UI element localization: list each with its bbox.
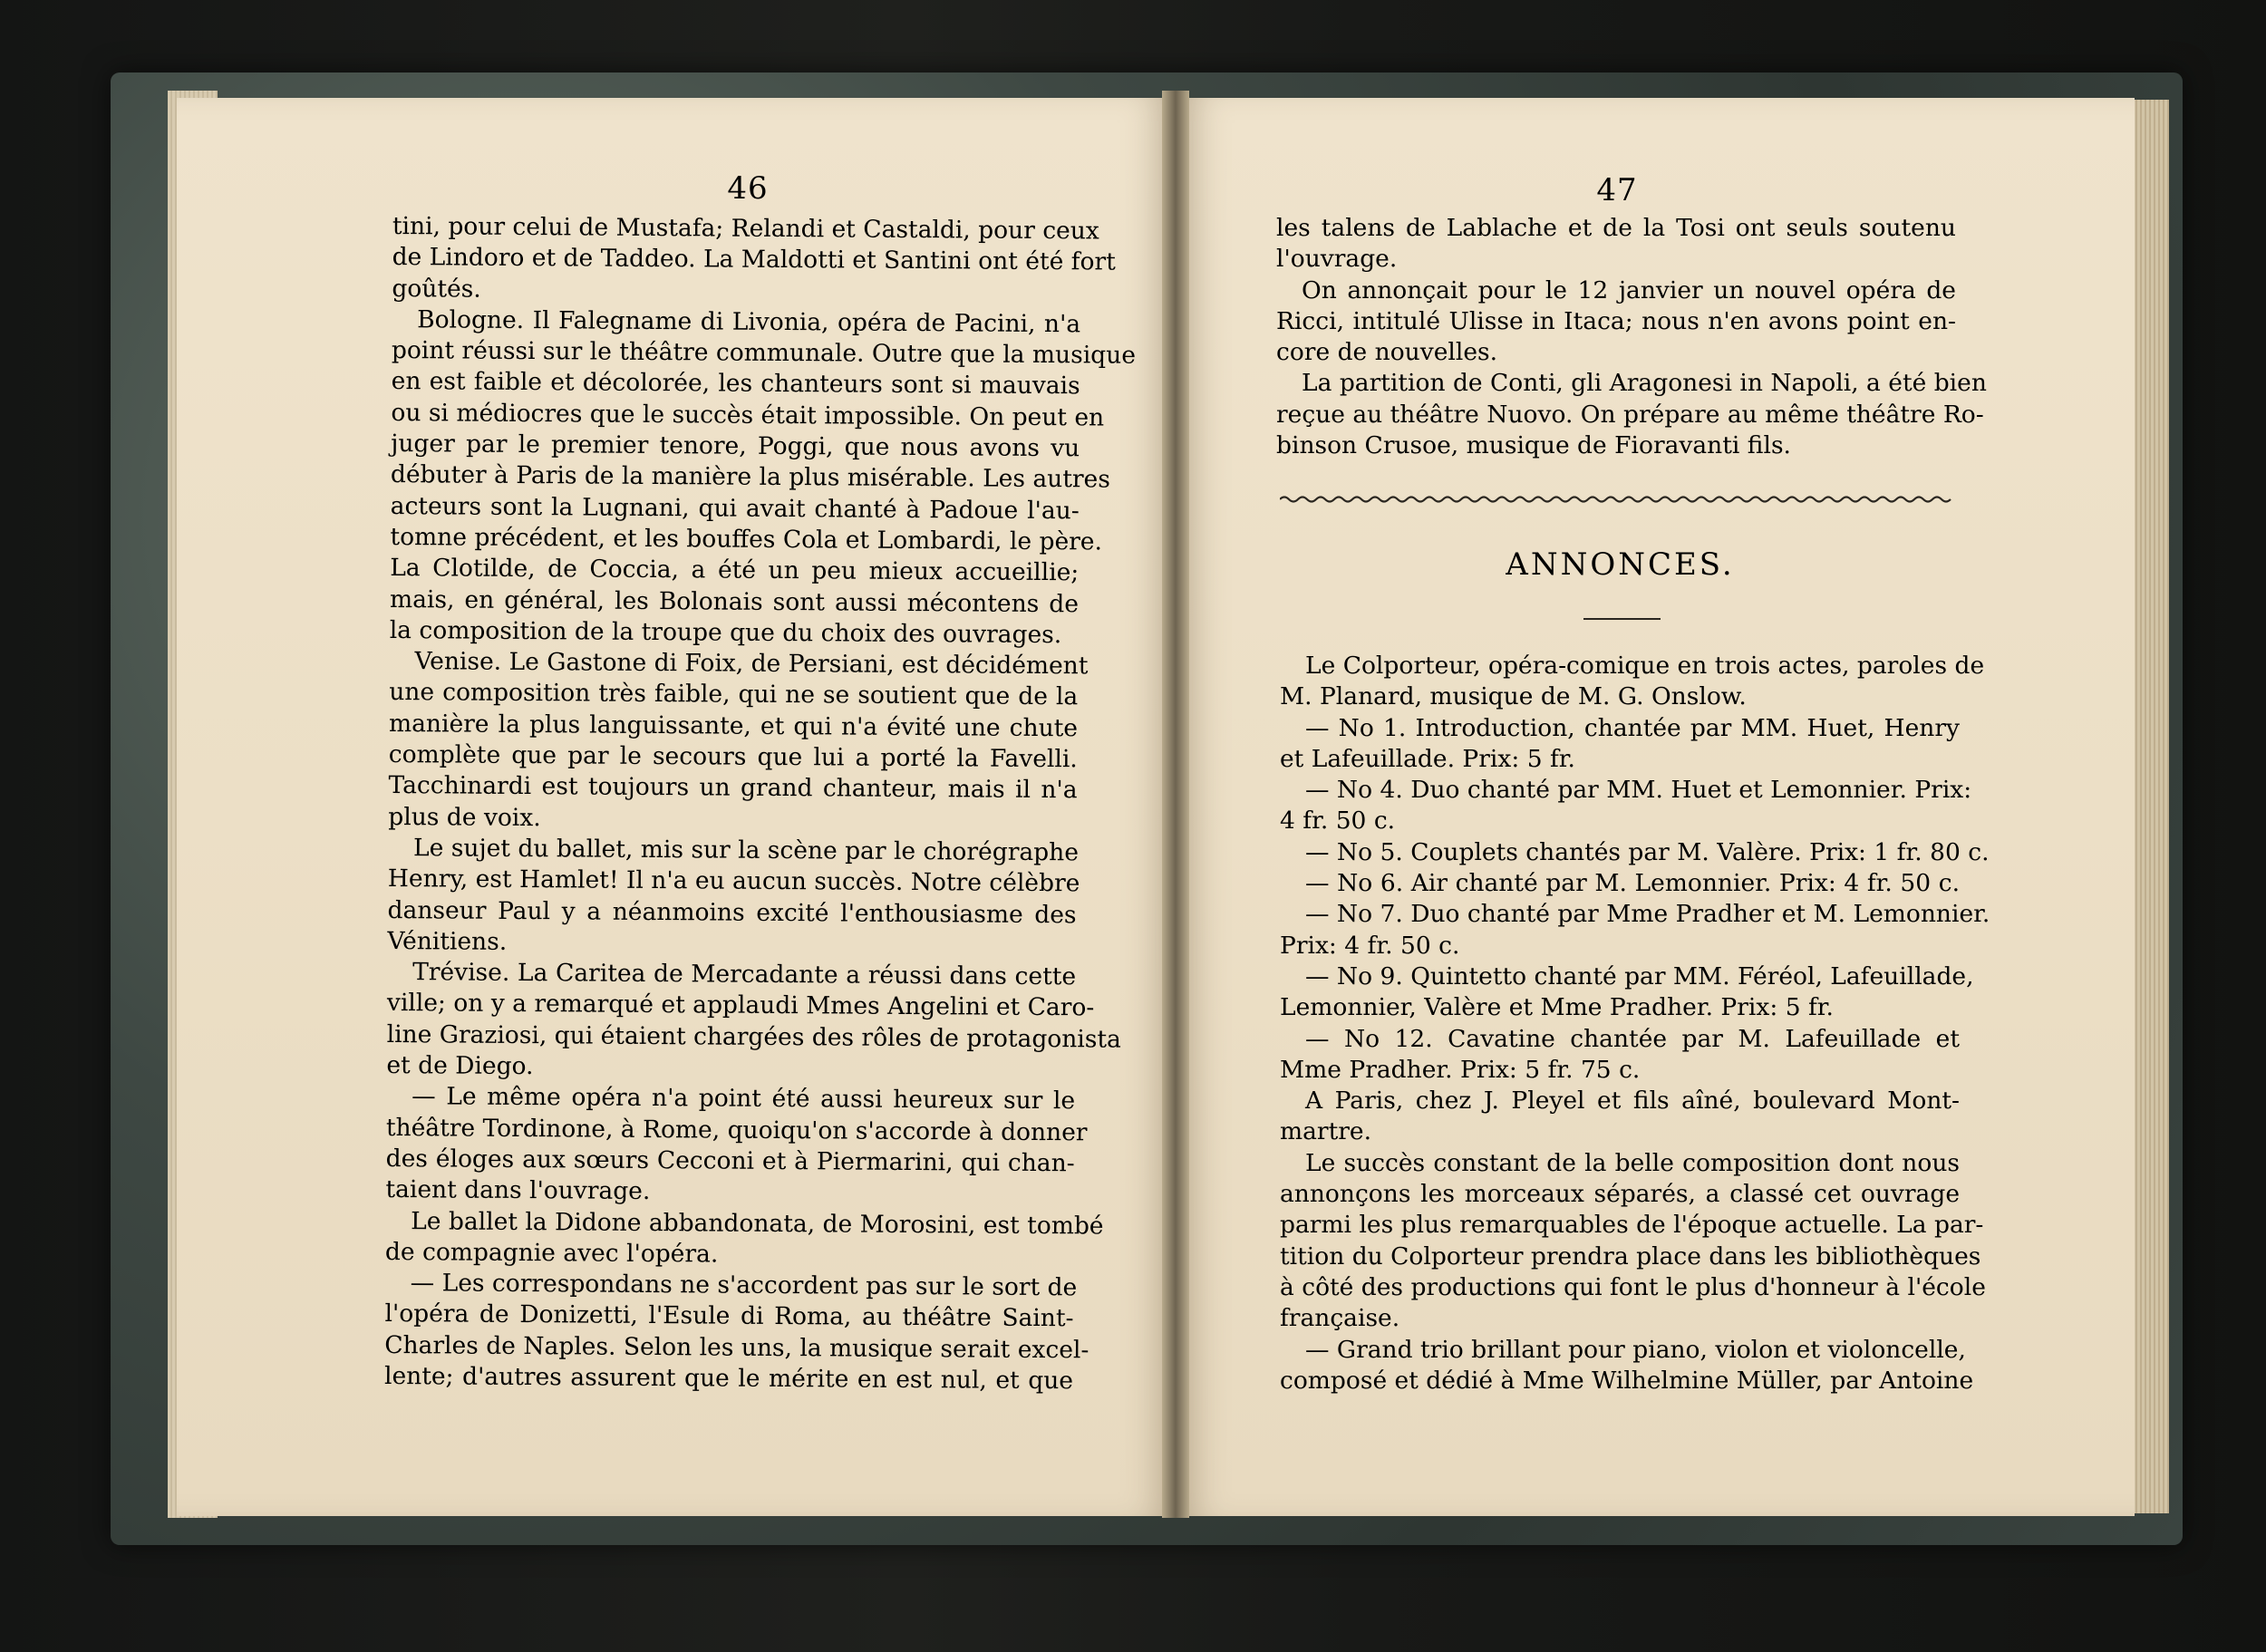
- text-line: juger par le premier tenore, Poggi, que nous avons vu: [391, 430, 1080, 463]
- text-line: M. Planard, musique de M. G. Onslow.: [1280, 682, 1747, 711]
- text-line: Henry, est Hamlet! Il n'a eu aucun succès. Notre célèbre: [387, 865, 1080, 898]
- text-line: — Le même opéra n'a point été aussi heureux sur le: [412, 1082, 1076, 1116]
- text-line: Le Colporteur, opéra-comique en trois actes, paroles de: [1305, 652, 1985, 680]
- text-line: La partition de Conti, gli Aragonesi in Napoli, a été bien: [1302, 369, 1987, 398]
- text-line: core de nouvelles.: [1276, 338, 1498, 367]
- section-divider-wavy: [1280, 495, 1955, 504]
- text-line: danseur Paul y a néanmoins excité l'enthousiasme des: [387, 895, 1077, 929]
- text-line: reçue au théâtre Nuovo. On prépare au même théâtre Ro-: [1276, 400, 1984, 429]
- text-line: de Lindoro et de Taddeo. La Maldotti et Santini ont été fort: [392, 243, 1116, 276]
- text-line: mais, en général, les Bolonais sont aussi mécontens de: [389, 584, 1080, 618]
- text-line: Le succès constant de la belle composition dont nous: [1305, 1148, 1960, 1177]
- text-line: — Les correspondans ne s'accordent pas sur le sort de: [410, 1269, 1078, 1302]
- text-line: — No 5. Couplets chantés par M. Valère. Prix: 1 fr. 80 c.: [1305, 837, 1990, 866]
- text-line: — No 4. Duo chanté par MM. Huet et Lemonnier. Prix:: [1305, 776, 1972, 805]
- book-gutter: [1162, 91, 1189, 1518]
- text-line: Le ballet la Didone abbandonata, de Morosini, est tombé: [411, 1206, 1104, 1241]
- text-line: complète que par le secours que lui a porté la Favelli.: [388, 740, 1078, 774]
- text-line: Tacchinardi est toujours un grand chanteur, mais il n'a: [388, 771, 1078, 805]
- text-line: à côté des productions qui font le plus d'honneur à l'école: [1280, 1272, 1986, 1301]
- text-line: et Lafeuillade. Prix: 5 fr.: [1280, 744, 1575, 773]
- text-line: les talens de Lablache et de la Tosi ont seuls soutenu: [1276, 214, 1956, 242]
- heading-underline: [1583, 618, 1661, 620]
- text-line: et de Diego.: [386, 1050, 534, 1081]
- text-line: line Graziosi, qui étaient chargées des rôles de protagonista: [386, 1019, 1121, 1054]
- text-line: — No 9. Quintetto chanté par MM. Féréol, Lafeuillade,: [1305, 961, 1974, 990]
- text-line: 4 fr. 50 c.: [1280, 807, 1396, 836]
- page-number-left: 46: [727, 170, 769, 207]
- page-number-right: 47: [1596, 172, 1638, 208]
- text-line: point réussi sur le théâtre communale. Outre que la musique: [391, 336, 1137, 370]
- text-line: acteurs sont la Lugnani, qui avait chanté à Padoue l'au-: [390, 491, 1080, 525]
- text-line: lente; d'autres assurent que le mérite en est nul, et que: [383, 1361, 1074, 1396]
- text-line: — No 7. Duo chanté par Mme Pradher et M. Lemonnier.: [1305, 900, 1990, 929]
- text-line: théâtre Tordinone, à Rome, quoiqu'on s'accorde à donner: [385, 1113, 1088, 1146]
- text-line: tomne précédent, et les bouffes Cola et Lombardi, le père.: [390, 522, 1103, 556]
- text-line: A Paris, chez J. Pleyel et fils aîné, boulevard Mont-: [1305, 1087, 1960, 1116]
- text-line: — No 6. Air chanté par M. Lemonnier. Prix: 4 fr. 50 c.: [1305, 869, 1960, 898]
- text-line: tini, pour celui de Mustafa; Relandi et Castaldi, pour ceux: [392, 211, 1099, 246]
- text-line: Mme Pradher. Prix: 5 fr. 75 c.: [1280, 1055, 1641, 1084]
- text-line: Charles de Naples. Selon les uns, la musique serait excel-: [384, 1330, 1089, 1365]
- text-line: débuter à Paris de la manière la plus misérable. Les autres: [390, 460, 1111, 494]
- text-line: Le sujet du ballet, mis sur la scène par le chorégraphe: [412, 834, 1080, 867]
- text-line: plus de voix.: [388, 802, 541, 832]
- text-line: tition du Colporteur prendra place dans les bibliothèques: [1280, 1241, 1981, 1270]
- text-line: Ricci, intitulé Ulisse in Itaca; nous n'en avons point en-: [1276, 306, 1956, 335]
- text-line: l'opéra de Donizetti, l'Esule di Roma, au théâtre Saint-: [384, 1299, 1074, 1333]
- text-line: ou si médiocres que le succès était impossible. On peut en: [391, 398, 1105, 432]
- text-line: binson Crusoe, musique de Fioravanti fils.: [1276, 431, 1791, 460]
- text-line: une composition très faible, qui ne se soutient que de la: [389, 678, 1079, 711]
- text-line: Trévise. La Caritea de Mercadante a réussi dans cette: [412, 958, 1077, 991]
- section-heading: ANNONCES.: [1506, 546, 1735, 583]
- text-line: Bologne. Il Falegname di Livonia, opéra de Pacini, n'a: [417, 305, 1081, 339]
- text-line: en est faible et décolorée, les chanteurs sont si mauvais: [391, 367, 1080, 401]
- text-line: Venise. Le Gastone di Foix, de Persiani, est décidément: [414, 647, 1089, 681]
- right-page-text-top: [1276, 213, 1987, 461]
- text-line: On annonçait pour le 12 janvier un nouvel opéra de: [1302, 275, 1956, 304]
- text-line: des éloges aux sœurs Cecconi et à Piermarini, qui chan-: [385, 1144, 1075, 1178]
- text-line: Prix: 4 fr. 50 c.: [1280, 931, 1460, 960]
- text-line: Lemonnier, Valère et Mme Pradher. Prix: 5 fr.: [1280, 993, 1834, 1022]
- text-line: composé et dédié à Mme Wilhelmine Müller, par Antoine: [1280, 1366, 1974, 1395]
- text-line: La Clotilde, de Coccia, a été un peu mieux accueillie;: [390, 554, 1080, 587]
- text-line: martre.: [1280, 1117, 1372, 1146]
- text-line: — No 1. Introduction, chantée par MM. Huet, Henry: [1305, 713, 1960, 742]
- text-line: manière la plus languissante, et qui n'a évité une chute: [388, 709, 1079, 743]
- text-line: — No 12. Cavatine chantée par M. Lafeuillade et: [1305, 1024, 1960, 1053]
- text-line: française.: [1280, 1304, 1400, 1333]
- text-line: Vénitiens.: [387, 926, 508, 956]
- text-line: taient dans l'ouvrage.: [385, 1175, 651, 1206]
- text-line: — Grand trio brillant pour piano, violon et violoncelle,: [1305, 1335, 1966, 1364]
- text-line: la composition de la troupe que du choix des ouvrages.: [389, 615, 1062, 650]
- text-line: ville; on y a remarqué et applaudi Mmes Angelini et Caro-: [386, 989, 1095, 1022]
- text-line: l'ouvrage.: [1276, 245, 1398, 274]
- text-line: parmi les plus remarquables de l'époque actuelle. La par-: [1280, 1211, 1984, 1240]
- text-line: goûtés.: [392, 274, 481, 304]
- left-page-text: [383, 211, 1137, 1397]
- text-line: de compagnie avec l'opéra.: [384, 1237, 719, 1269]
- text-line: annonçons les morceaux séparés, a classé cet ouvrage: [1280, 1180, 1960, 1209]
- right-page-text-bottom: [1280, 651, 1990, 1396]
